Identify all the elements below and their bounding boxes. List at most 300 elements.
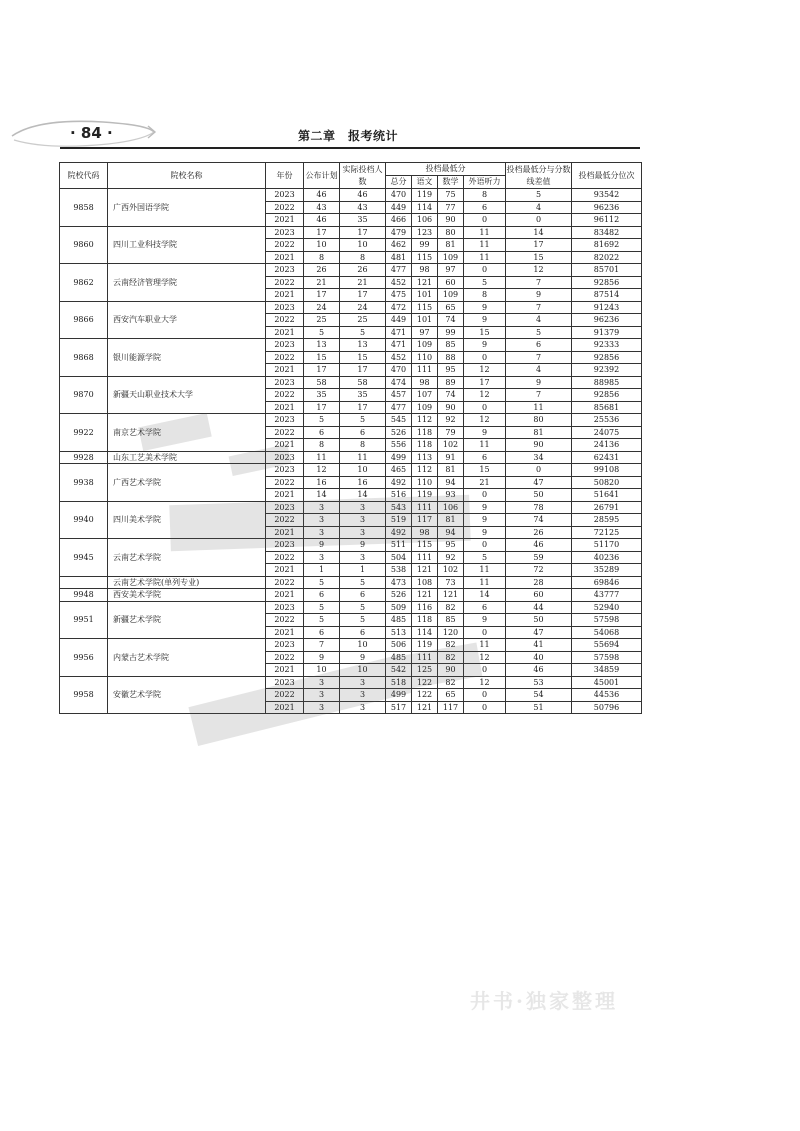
data-cell: 2022 <box>266 551 304 564</box>
data-cell: 2021 <box>266 626 304 639</box>
data-cell: 2022 <box>266 651 304 664</box>
data-cell: 2022 <box>266 389 304 402</box>
data-cell: 88985 <box>572 376 642 389</box>
data-cell: 10 <box>340 464 386 477</box>
data-cell: 3 <box>304 689 340 702</box>
data-cell: 81 <box>438 514 464 527</box>
data-cell: 98 <box>412 264 438 277</box>
data-cell: 5 <box>340 576 386 589</box>
school-code-cell: 9945 <box>60 539 108 577</box>
data-cell: 46 <box>304 214 340 227</box>
data-cell: 17 <box>340 364 386 377</box>
data-cell: 506 <box>386 639 412 652</box>
data-cell: 17 <box>304 226 340 239</box>
data-cell: 4 <box>506 201 572 214</box>
table-row <box>60 501 642 514</box>
data-cell: 470 <box>386 364 412 377</box>
data-cell: 2022 <box>266 426 304 439</box>
school-name-cell: 新疆天山职业技术大学 <box>108 376 266 414</box>
data-cell: 2023 <box>266 189 304 202</box>
data-cell: 53 <box>506 676 572 689</box>
data-cell: 477 <box>386 264 412 277</box>
data-cell: 13 <box>304 339 340 352</box>
table-row <box>60 264 642 277</box>
school-name-cell: 四川美术学院 <box>108 501 266 539</box>
data-cell: 51641 <box>572 489 642 502</box>
data-cell: 542 <box>386 664 412 677</box>
data-cell: 120 <box>438 626 464 639</box>
data-cell: 504 <box>386 551 412 564</box>
data-cell: 556 <box>386 439 412 452</box>
data-cell: 8 <box>464 189 506 202</box>
data-cell: 492 <box>386 476 412 489</box>
data-cell: 9 <box>464 526 506 539</box>
data-cell: 449 <box>386 314 412 327</box>
school-code-cell: 9922 <box>60 414 108 452</box>
data-cell: 101 <box>412 289 438 302</box>
table-row <box>60 589 642 602</box>
table-row <box>60 676 642 689</box>
data-cell: 5 <box>340 326 386 339</box>
data-cell: 13 <box>340 339 386 352</box>
header-min-score-group: 投档最低分 <box>386 163 506 176</box>
data-cell: 1 <box>340 564 386 577</box>
data-cell: 9 <box>506 289 572 302</box>
data-cell: 46 <box>304 189 340 202</box>
data-cell: 111 <box>412 364 438 377</box>
data-cell: 2023 <box>266 339 304 352</box>
data-cell: 52940 <box>572 601 642 614</box>
data-cell: 11 <box>464 639 506 652</box>
table-row <box>60 189 642 202</box>
table-row <box>60 576 642 589</box>
data-cell: 5 <box>464 276 506 289</box>
data-cell: 10 <box>340 664 386 677</box>
data-cell: 6 <box>340 426 386 439</box>
data-cell: 11 <box>506 401 572 414</box>
school-name-cell: 南京艺术学院 <box>108 414 266 452</box>
data-cell: 109 <box>412 401 438 414</box>
data-cell: 60 <box>506 589 572 602</box>
data-cell: 8 <box>340 439 386 452</box>
admission-score-table <box>59 162 642 714</box>
data-cell: 98 <box>412 376 438 389</box>
data-cell: 112 <box>412 464 438 477</box>
data-cell: 115 <box>412 251 438 264</box>
data-cell: 9 <box>340 651 386 664</box>
data-cell: 50796 <box>572 701 642 714</box>
data-cell: 17 <box>506 239 572 252</box>
data-cell: 11 <box>464 226 506 239</box>
data-cell: 2022 <box>266 314 304 327</box>
data-cell: 2023 <box>266 451 304 464</box>
data-cell: 99 <box>412 239 438 252</box>
data-cell: 122 <box>412 676 438 689</box>
data-cell: 57598 <box>572 614 642 627</box>
data-cell: 14 <box>506 226 572 239</box>
data-cell: 92 <box>438 414 464 427</box>
data-cell: 115 <box>412 539 438 552</box>
data-cell: 106 <box>438 501 464 514</box>
school-code-cell: 9868 <box>60 339 108 377</box>
data-cell: 69846 <box>572 576 642 589</box>
data-cell: 96112 <box>572 214 642 227</box>
data-cell: 114 <box>412 626 438 639</box>
data-cell: 15 <box>304 351 340 364</box>
data-cell: 121 <box>412 589 438 602</box>
table-row <box>60 601 642 614</box>
school-code-cell: 9928 <box>60 451 108 464</box>
data-cell: 43 <box>340 201 386 214</box>
data-cell: 45001 <box>572 676 642 689</box>
data-cell: 47 <box>506 476 572 489</box>
data-cell: 509 <box>386 601 412 614</box>
data-cell: 12 <box>464 676 506 689</box>
data-cell: 5 <box>304 414 340 427</box>
table-row <box>60 376 642 389</box>
data-cell: 16 <box>340 476 386 489</box>
data-cell: 17 <box>304 401 340 414</box>
data-cell: 15 <box>340 351 386 364</box>
data-cell: 8 <box>340 251 386 264</box>
data-cell: 115 <box>412 301 438 314</box>
data-cell: 116 <box>412 601 438 614</box>
header-foreign: 外语听力 <box>464 176 506 189</box>
data-cell: 79 <box>438 426 464 439</box>
data-cell: 24136 <box>572 439 642 452</box>
data-cell: 85 <box>438 339 464 352</box>
data-cell: 2022 <box>266 514 304 527</box>
data-cell: 87514 <box>572 289 642 302</box>
school-name-cell: 银川能源学院 <box>108 339 266 377</box>
data-cell: 121 <box>412 276 438 289</box>
school-name-cell: 云南艺术学院 <box>108 539 266 577</box>
data-cell: 25 <box>340 314 386 327</box>
data-cell: 26 <box>340 264 386 277</box>
data-cell: 11 <box>304 451 340 464</box>
data-cell: 91379 <box>572 326 642 339</box>
data-cell: 0 <box>464 214 506 227</box>
data-cell: 122 <box>412 689 438 702</box>
header-total: 总分 <box>386 176 412 189</box>
data-cell: 121 <box>412 701 438 714</box>
data-cell: 90 <box>438 664 464 677</box>
header-year: 年份 <box>266 163 304 189</box>
data-cell: 14 <box>464 589 506 602</box>
data-cell: 470 <box>386 189 412 202</box>
data-cell: 3 <box>340 689 386 702</box>
data-cell: 111 <box>412 501 438 514</box>
data-cell: 7 <box>506 276 572 289</box>
data-cell: 118 <box>412 426 438 439</box>
data-cell: 117 <box>438 701 464 714</box>
data-cell: 485 <box>386 614 412 627</box>
data-cell: 28595 <box>572 514 642 527</box>
data-cell: 479 <box>386 226 412 239</box>
data-cell: 118 <box>412 614 438 627</box>
data-cell: 10 <box>304 239 340 252</box>
data-cell: 54068 <box>572 626 642 639</box>
school-code-cell: 9860 <box>60 226 108 264</box>
data-cell: 9 <box>304 651 340 664</box>
data-cell: 449 <box>386 201 412 214</box>
data-cell: 2022 <box>266 689 304 702</box>
data-cell: 15 <box>506 251 572 264</box>
data-cell: 8 <box>304 439 340 452</box>
data-cell: 35 <box>340 214 386 227</box>
data-cell: 1 <box>304 564 340 577</box>
data-cell: 12 <box>506 264 572 277</box>
data-cell: 110 <box>412 476 438 489</box>
data-cell: 0 <box>464 689 506 702</box>
data-cell: 17 <box>340 289 386 302</box>
data-cell: 92856 <box>572 389 642 402</box>
school-name-cell: 云南艺术学院(单列专业) <box>108 576 266 589</box>
data-cell: 15 <box>464 326 506 339</box>
data-cell: 466 <box>386 214 412 227</box>
table-row <box>60 464 642 477</box>
data-cell: 101 <box>412 314 438 327</box>
data-cell: 102 <box>438 439 464 452</box>
data-cell: 21 <box>340 276 386 289</box>
school-name-cell: 新疆艺术学院 <box>108 601 266 639</box>
data-cell: 89 <box>438 376 464 389</box>
data-cell: 46 <box>340 189 386 202</box>
data-cell: 516 <box>386 489 412 502</box>
header-rank: 投档最低分位次 <box>572 163 642 189</box>
data-cell: 95 <box>438 364 464 377</box>
data-cell: 2021 <box>266 664 304 677</box>
data-cell: 2022 <box>266 351 304 364</box>
data-cell: 17 <box>340 401 386 414</box>
header-plan: 公布计划 <box>304 163 340 189</box>
data-cell: 78 <box>506 501 572 514</box>
data-cell: 83482 <box>572 226 642 239</box>
data-cell: 6 <box>340 589 386 602</box>
data-cell: 2022 <box>266 239 304 252</box>
data-cell: 119 <box>412 639 438 652</box>
data-cell: 35289 <box>572 564 642 577</box>
school-code-cell <box>60 576 108 589</box>
data-cell: 99108 <box>572 464 642 477</box>
data-cell: 12 <box>304 464 340 477</box>
table-row <box>60 639 642 652</box>
data-cell: 21 <box>304 276 340 289</box>
data-cell: 2021 <box>266 401 304 414</box>
data-cell: 24075 <box>572 426 642 439</box>
school-name-cell: 山东工艺美术学院 <box>108 451 266 464</box>
data-cell: 47 <box>506 626 572 639</box>
data-cell: 74 <box>438 389 464 402</box>
data-cell: 3 <box>304 676 340 689</box>
school-name-cell: 西安美术学院 <box>108 589 266 602</box>
data-cell: 9 <box>464 514 506 527</box>
data-cell: 0 <box>506 464 572 477</box>
school-code-cell: 9866 <box>60 301 108 339</box>
data-cell: 102 <box>438 564 464 577</box>
data-cell: 3 <box>340 501 386 514</box>
data-cell: 0 <box>464 664 506 677</box>
data-cell: 40 <box>506 651 572 664</box>
header-math: 数学 <box>438 176 464 189</box>
data-cell: 118 <box>412 439 438 452</box>
data-cell: 107 <box>412 389 438 402</box>
data-cell: 9 <box>506 376 572 389</box>
data-cell: 96236 <box>572 314 642 327</box>
data-cell: 46 <box>506 664 572 677</box>
data-cell: 471 <box>386 326 412 339</box>
data-cell: 2022 <box>266 614 304 627</box>
data-cell: 54 <box>506 689 572 702</box>
data-cell: 2022 <box>266 576 304 589</box>
data-cell: 517 <box>386 701 412 714</box>
data-cell: 2023 <box>266 376 304 389</box>
school-name-cell: 西安汽车职业大学 <box>108 301 266 339</box>
school-name-cell: 广西艺术学院 <box>108 464 266 502</box>
data-cell: 99 <box>438 326 464 339</box>
data-cell: 8 <box>304 251 340 264</box>
data-cell: 40236 <box>572 551 642 564</box>
data-cell: 65 <box>438 301 464 314</box>
data-cell: 3 <box>340 551 386 564</box>
data-cell: 12 <box>464 651 506 664</box>
data-cell: 26 <box>304 264 340 277</box>
data-cell: 109 <box>438 289 464 302</box>
data-cell: 513 <box>386 626 412 639</box>
data-cell: 81692 <box>572 239 642 252</box>
data-cell: 41 <box>506 639 572 652</box>
data-cell: 93542 <box>572 189 642 202</box>
data-cell: 14 <box>304 489 340 502</box>
data-cell: 114 <box>412 201 438 214</box>
data-cell: 0 <box>464 264 506 277</box>
data-cell: 80 <box>506 414 572 427</box>
data-cell: 11 <box>464 251 506 264</box>
data-cell: 117 <box>412 514 438 527</box>
data-cell: 10 <box>340 239 386 252</box>
data-cell: 9 <box>304 539 340 552</box>
data-cell: 477 <box>386 401 412 414</box>
data-cell: 94 <box>438 476 464 489</box>
header-name: 院校名称 <box>108 163 266 189</box>
data-cell: 11 <box>464 239 506 252</box>
school-name-cell: 云南经济管理学院 <box>108 264 266 302</box>
data-cell: 43777 <box>572 589 642 602</box>
data-cell: 12 <box>464 414 506 427</box>
data-cell: 9 <box>464 614 506 627</box>
data-cell: 526 <box>386 589 412 602</box>
data-cell: 11 <box>464 439 506 452</box>
data-cell: 3 <box>340 676 386 689</box>
school-code-cell: 9951 <box>60 601 108 639</box>
data-cell: 519 <box>386 514 412 527</box>
data-cell: 5 <box>340 414 386 427</box>
data-cell: 21 <box>464 476 506 489</box>
data-cell: 92 <box>438 551 464 564</box>
data-cell: 60 <box>438 276 464 289</box>
data-cell: 17 <box>464 376 506 389</box>
data-cell: 457 <box>386 389 412 402</box>
data-cell: 77 <box>438 201 464 214</box>
data-cell: 5 <box>304 601 340 614</box>
data-cell: 34 <box>506 451 572 464</box>
data-cell: 2023 <box>266 539 304 552</box>
data-cell: 9 <box>464 314 506 327</box>
data-cell: 125 <box>412 664 438 677</box>
table-row <box>60 339 642 352</box>
data-cell: 0 <box>464 626 506 639</box>
data-cell: 96236 <box>572 201 642 214</box>
data-cell: 24 <box>340 301 386 314</box>
data-cell: 97 <box>438 264 464 277</box>
table-row <box>60 301 642 314</box>
data-cell: 6 <box>464 201 506 214</box>
data-cell: 62431 <box>572 451 642 464</box>
data-cell: 7 <box>304 639 340 652</box>
school-code-cell: 9870 <box>60 376 108 414</box>
data-cell: 3 <box>340 701 386 714</box>
data-cell: 452 <box>386 351 412 364</box>
data-cell: 90 <box>438 401 464 414</box>
header-chinese: 语文 <box>412 176 438 189</box>
data-cell: 10 <box>340 639 386 652</box>
data-cell: 50820 <box>572 476 642 489</box>
data-cell: 35 <box>340 389 386 402</box>
data-cell: 2021 <box>266 564 304 577</box>
data-cell: 119 <box>412 189 438 202</box>
data-cell: 25 <box>304 314 340 327</box>
data-cell: 2021 <box>266 701 304 714</box>
data-cell: 82 <box>438 651 464 664</box>
data-cell: 5 <box>304 326 340 339</box>
data-cell: 16 <box>304 476 340 489</box>
school-code-cell: 9862 <box>60 264 108 302</box>
data-cell: 25536 <box>572 414 642 427</box>
data-cell: 511 <box>386 539 412 552</box>
data-cell: 88 <box>438 351 464 364</box>
data-cell: 2022 <box>266 201 304 214</box>
data-cell: 0 <box>464 401 506 414</box>
data-cell: 81 <box>438 464 464 477</box>
data-cell: 28 <box>506 576 572 589</box>
data-cell: 4 <box>506 314 572 327</box>
header-code: 院校代码 <box>60 163 108 189</box>
data-cell: 2021 <box>266 326 304 339</box>
page-number: · 84 · <box>70 124 113 142</box>
data-cell: 109 <box>438 251 464 264</box>
data-cell: 92333 <box>572 339 642 352</box>
data-cell: 65 <box>438 689 464 702</box>
data-cell: 43 <box>304 201 340 214</box>
data-cell: 2021 <box>266 251 304 264</box>
data-cell: 57598 <box>572 651 642 664</box>
data-cell: 6 <box>304 589 340 602</box>
data-cell: 0 <box>464 351 506 364</box>
data-cell: 82 <box>438 676 464 689</box>
data-cell: 80 <box>438 226 464 239</box>
data-cell: 2021 <box>266 214 304 227</box>
data-cell: 3 <box>304 701 340 714</box>
data-cell: 2021 <box>266 364 304 377</box>
data-cell: 3 <box>340 514 386 527</box>
data-cell: 123 <box>412 226 438 239</box>
data-cell: 46 <box>506 539 572 552</box>
data-cell: 50 <box>506 614 572 627</box>
data-cell: 475 <box>386 289 412 302</box>
data-cell: 2023 <box>266 226 304 239</box>
data-cell: 14 <box>340 489 386 502</box>
data-cell: 93 <box>438 489 464 502</box>
